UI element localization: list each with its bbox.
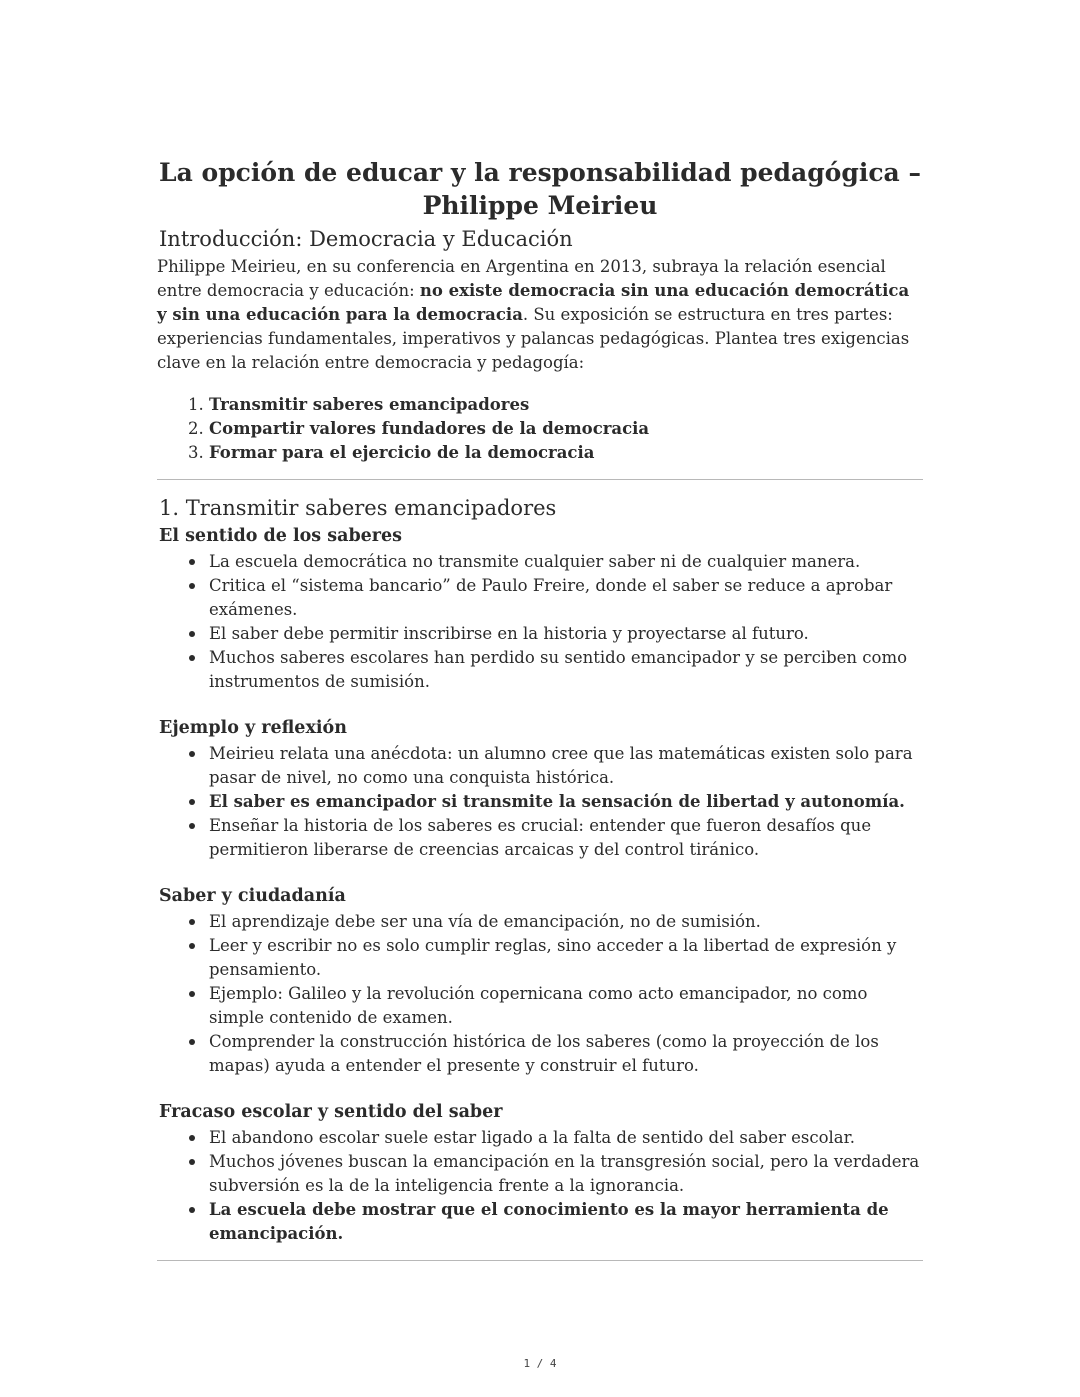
- subsection-heading: Fracaso escolar y sentido del saber: [159, 1102, 503, 1122]
- intro-list: [157, 393, 923, 465]
- list-item: 3. Formar para el ejercicio de la democracia: [209, 441, 923, 465]
- divider: [157, 479, 923, 480]
- list-item: Muchos saberes escolares han perdido su sentido emancipador y se perciben como instrumentos de sumisión.: [209, 646, 923, 694]
- intro-bold-statement: no existe democracia sin una educación democrática y sin una educación para la democracia: [157, 281, 910, 324]
- section1-heading: 1. Transmitir saberes emancipadores: [159, 496, 557, 520]
- page-number: 1 / 4: [523, 1357, 557, 1370]
- bullet-list: [157, 550, 923, 694]
- list-item: Leer y escribir no es solo cumplir reglas, sino acceder a la libertad de expresión y pensamiento.: [209, 934, 923, 982]
- document-page: [157, 156, 923, 1261]
- list-item: La escuela democrática no transmite cualquier saber ni de cualquier manera.: [209, 550, 923, 574]
- list-item: Comprender la construcción histórica de los saberes (como la proyección de los mapas) ayuda a entender el presente y construir el futuro.: [209, 1030, 923, 1078]
- bullet-list: [157, 910, 923, 1078]
- list-item: Enseñar la historia de los saberes es crucial: entender que fueron desafíos que permitieron liberarse de creencias arcaicas y del control tiránico.: [209, 814, 923, 862]
- subsection-heading: El sentido de los saberes: [159, 526, 403, 546]
- bullet-list: [157, 1126, 923, 1246]
- document-title: La opción de educar y la responsabilidad pedagógica – Philippe Meirieu: [159, 158, 921, 220]
- list-item: La escuela debe mostrar que el conocimiento es la mayor herramienta de emancipación.: [209, 1198, 923, 1246]
- list-item: El saber es emancipador si transmite la sensación de libertad y autonomía.: [209, 790, 923, 814]
- list-item: 1. Transmitir saberes emancipadores: [209, 393, 923, 417]
- list-item: El saber debe permitir inscribirse en la historia y proyectarse al futuro.: [209, 622, 923, 646]
- intro-paragraph: Philippe Meirieu, en su conferencia en Argentina en 2013, subraya la relación esencial entre democracia y educación: no existe democracia sin una educación democrática y sin una educación para la democracia. Su exposición se estructura en tres partes: experiencias fundamentales, imperativos y palancas pedagógicas. Plantea tres exigencias clave en la relación entre democracia y pedagogía:: [157, 257, 910, 372]
- list-item: 2. Compartir valores fundadores de la democracia: [209, 417, 923, 441]
- divider: [157, 1260, 923, 1261]
- list-item: Critica el “sistema bancario” de Paulo Freire, donde el saber se reduce a aprobar exámenes.: [209, 574, 923, 622]
- list-item: El aprendizaje debe ser una vía de emancipación, no de sumisión.: [209, 910, 923, 934]
- list-item: Meirieu relata una anécdota: un alumno cree que las matemáticas existen solo para pasar de nivel, no como una conquista histórica.: [209, 742, 923, 790]
- subsection-heading: Saber y ciudadanía: [159, 886, 346, 906]
- intro-heading: Introducción: Democracia y Educación: [159, 227, 573, 251]
- list-item: Muchos jóvenes buscan la emancipación en la transgresión social, pero la verdadera subversión es la de la inteligencia frente a la ignorancia.: [209, 1150, 923, 1198]
- subsection-heading: Ejemplo y reflexión: [159, 718, 347, 738]
- list-item: Ejemplo: Galileo y la revolución copernicana como acto emancipador, no como simple contenido de examen.: [209, 982, 923, 1030]
- bullet-list: [157, 742, 923, 862]
- list-item: El abandono escolar suele estar ligado a la falta de sentido del saber escolar.: [209, 1126, 923, 1150]
